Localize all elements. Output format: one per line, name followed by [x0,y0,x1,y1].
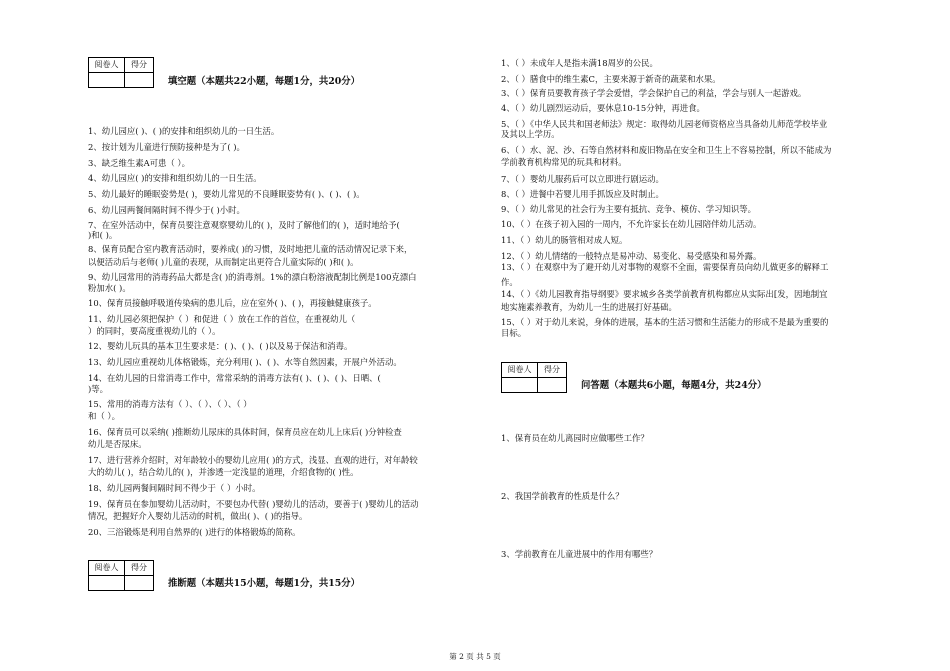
judge-question-line: 作。 [501,277,518,287]
fill-question-line: 17、进行营养介绍时，对年龄较小的婴幼儿应用( )的方式，浅显、直观的进行，对年龄较 [88,455,418,465]
fill-question-line: 16、保育员可以采纳( )推断幼儿尿床的具体时间，保育员应在幼儿上床后( )分钟检查 [88,427,402,437]
judge-question-line: 学前教育机构常见的玩具和材料。 [501,157,627,167]
page-footer: 第 2 页 共 5 页 [449,652,501,661]
fill-question-line: 2、按计划为儿童进行预防接种是为了( )。 [88,142,245,152]
fill-question-line: 情况，把握好介入婴幼儿活动的时机，做出( )、( )的指导。 [88,511,308,521]
judge-question-line: 9、（ ）幼儿常见的社会行为主要有抵抗、竞争、模仿、学习知识等。 [501,204,757,214]
fill-section-title: 填空题（本题共22小题，每题1分，共20分） [168,76,360,87]
qa-section-title: 问答题（本题共6小题，每题4分，共24分） [581,380,767,391]
fill-question-line: 18、幼儿园两餐间隔时间不得少于（ ）小时。 [88,483,261,493]
reviewer-label: 阅卷人 [89,561,125,575]
fill-question-line: )和( )。 [88,230,118,240]
fill-question-line: )等。 [88,384,109,394]
fill-question-line: 19、保育员在参加婴幼儿活动时，不要包办代替( )婴幼儿的活动，要善于( )婴幼儿的活动 [88,499,419,509]
score-box-judge-blank [88,575,154,591]
qa-question-line: 3、学前教育在儿童进展中的作用有哪些？ [501,549,658,559]
judge-question-line: 2、（ ）膳食中的维生素C，主要来源于新奇的蔬菜和水果。 [501,74,721,84]
judge-question-line: 6、（ ）水、泥、沙、石等自然材料和废旧物品在安全和卫生上不容易控制，所以不能成为 [501,145,832,155]
fill-question-line: 8、保育员配合室内教育活动时，要养成( )的习惯，及时地把儿童的活动情况记录下来， [88,244,413,254]
judge-question-line: 4、（ ）幼儿剧烈运动后，要休息10-15分钟，再进食。 [501,103,705,113]
qa-question-line: 1、保育员在幼儿离园时应做哪些工作？ [501,433,649,443]
fill-question-line: 3、缺乏维生素A可患（ ）。 [88,158,190,168]
fill-question-line: ）的同时，要高度重视幼儿的（ ）。 [88,326,221,336]
judge-question-line: 5、（ ）《中华人民共和国老师法》规定：取得幼儿园老师资格应当具备幼儿师范学校毕业 [501,119,828,129]
fill-question-line: 20、三浴锻炼是利用自然界的( )进行的体格锻炼的简称。 [88,527,301,537]
score-box-judge [88,560,154,576]
judge-question-line: 及其以上学历。 [501,129,560,139]
judge-question-line: 11、（ ）幼儿的肠管相对成人短。 [501,235,628,245]
fill-question-line: 和（ ）。 [88,411,120,421]
fill-question-line: 5、幼儿最好的睡眠姿势是( )，要幼儿常见的不良睡眠姿势有( )、( )、( )。 [88,189,365,199]
judge-question-line: 地实施素养教育，为幼儿一生的进展打好基础。 [501,302,677,312]
fill-question-line: 14、在幼儿园的日常消毒工作中，常常采纳的消毒方法有( )、( )、( )、日晒、( [88,373,381,383]
fill-question-line: 4、幼儿园应( )的安排和组织幼儿的一日生活。 [88,173,262,183]
fill-question-line: 9、幼儿园常用的消毒药品大都是含( )的消毒剂。1%的漂白粉溶液配制比例是100克漂白 [88,272,417,282]
judge-question-line: 3、（ ）保育员要教育孩子学会爱惜，学会保护自己的利益，学会与别人一起游戏。 [501,88,807,98]
score-box-fill-blank [88,72,154,88]
fill-question-line: 13、幼儿园应重视幼儿体格锻炼，充分利用( )、( )、水等自然因素，开展户外活动。 [88,357,402,367]
score-label: 得分 [131,563,147,572]
judge-question-line: 1、（ ）未成年人是指未满18周岁的公民。 [501,58,658,68]
qa-question-line: 2、我国学前教育的性质是什么？ [501,491,624,501]
score-box-fill [88,57,154,73]
score-box-qa [501,362,567,378]
fill-question-line: 12、婴幼儿玩具的基本卫生要求是：( )、( )、( )以及易于保洁和消毒。 [88,341,353,351]
fill-question-line: 11、幼儿园必须把保护（ ）和促进（ ）放在工作的首位，在重视幼儿（ [88,314,356,324]
reviewer-label: 阅卷人 [502,363,538,377]
judge-question-line: 12、（ ）幼儿情绪的一般特点是易冲动、易变化、易受感染和易外露。 [501,251,762,261]
judge-question-line: 10、（ ）在孩子初入园的一周内，不允许家长在幼儿园陪伴幼儿活动。 [501,219,762,229]
fill-question-line: 10、保育员接触呼吸道传染病的患儿后，应在室外( )、( )，再接触健康孩子。 [88,298,377,308]
judge-question-line: 14、（ ）《幼儿园教育指导纲要》要求城乡各类学前教育机构都应从实际出[发，因地制宜 [501,289,828,299]
judge-question-line: 15、（ ）对于幼儿来说，身体的进展，基本的生活习惯和生活能力的形成不是最为重要的 [501,317,829,327]
fill-question-line: 15、常用的消毒方法有（ ）、（ ）、（ ）、（ ） [88,399,252,409]
judge-question-line: 7、（ ）婴幼儿服药后可以立即进行剧运动。 [501,174,664,184]
fill-question-line: 以便活动后与老师( )儿童的表现，从而制定出更符合儿童实际的( )和( )。 [88,257,359,267]
score-box-qa-blank [501,377,567,393]
fill-question-line: 幼儿是否尿床。 [88,439,147,449]
fill-question-line: 6、幼儿园两餐间隔时间不得少于( )小时。 [88,205,245,215]
judge-question-line: 目标。 [501,328,527,338]
judge-question-line: 8、（ ）进餐中若婴儿用手抓饭应及时制止。 [501,189,664,199]
score-label: 得分 [131,60,147,69]
judge-question-line: 13、（ ）在观察中为了避开幼儿对事物的观察不全面，需要保育员向幼儿做更多的解释工 [501,262,829,272]
fill-question-line: 粉加水( )。 [88,283,131,293]
fill-question-line: 大的幼儿( )，结合幼儿的( )，并渗透一定浅显的道理，介绍食物的( )性。 [88,467,359,477]
fill-question-line: 7、在室外活动中，保育员要注意观察婴幼儿的( )，及时了解他们的( )，适时地给予( [88,220,400,230]
reviewer-label: 阅卷人 [89,58,125,72]
score-label: 得分 [544,365,560,374]
judge-section-title: 推断题（本题共15小题，每题1分，共15分） [168,578,360,589]
fill-question-line: 1、幼儿园应( )、( )的安排和组织幼儿的一日生活。 [88,126,280,136]
